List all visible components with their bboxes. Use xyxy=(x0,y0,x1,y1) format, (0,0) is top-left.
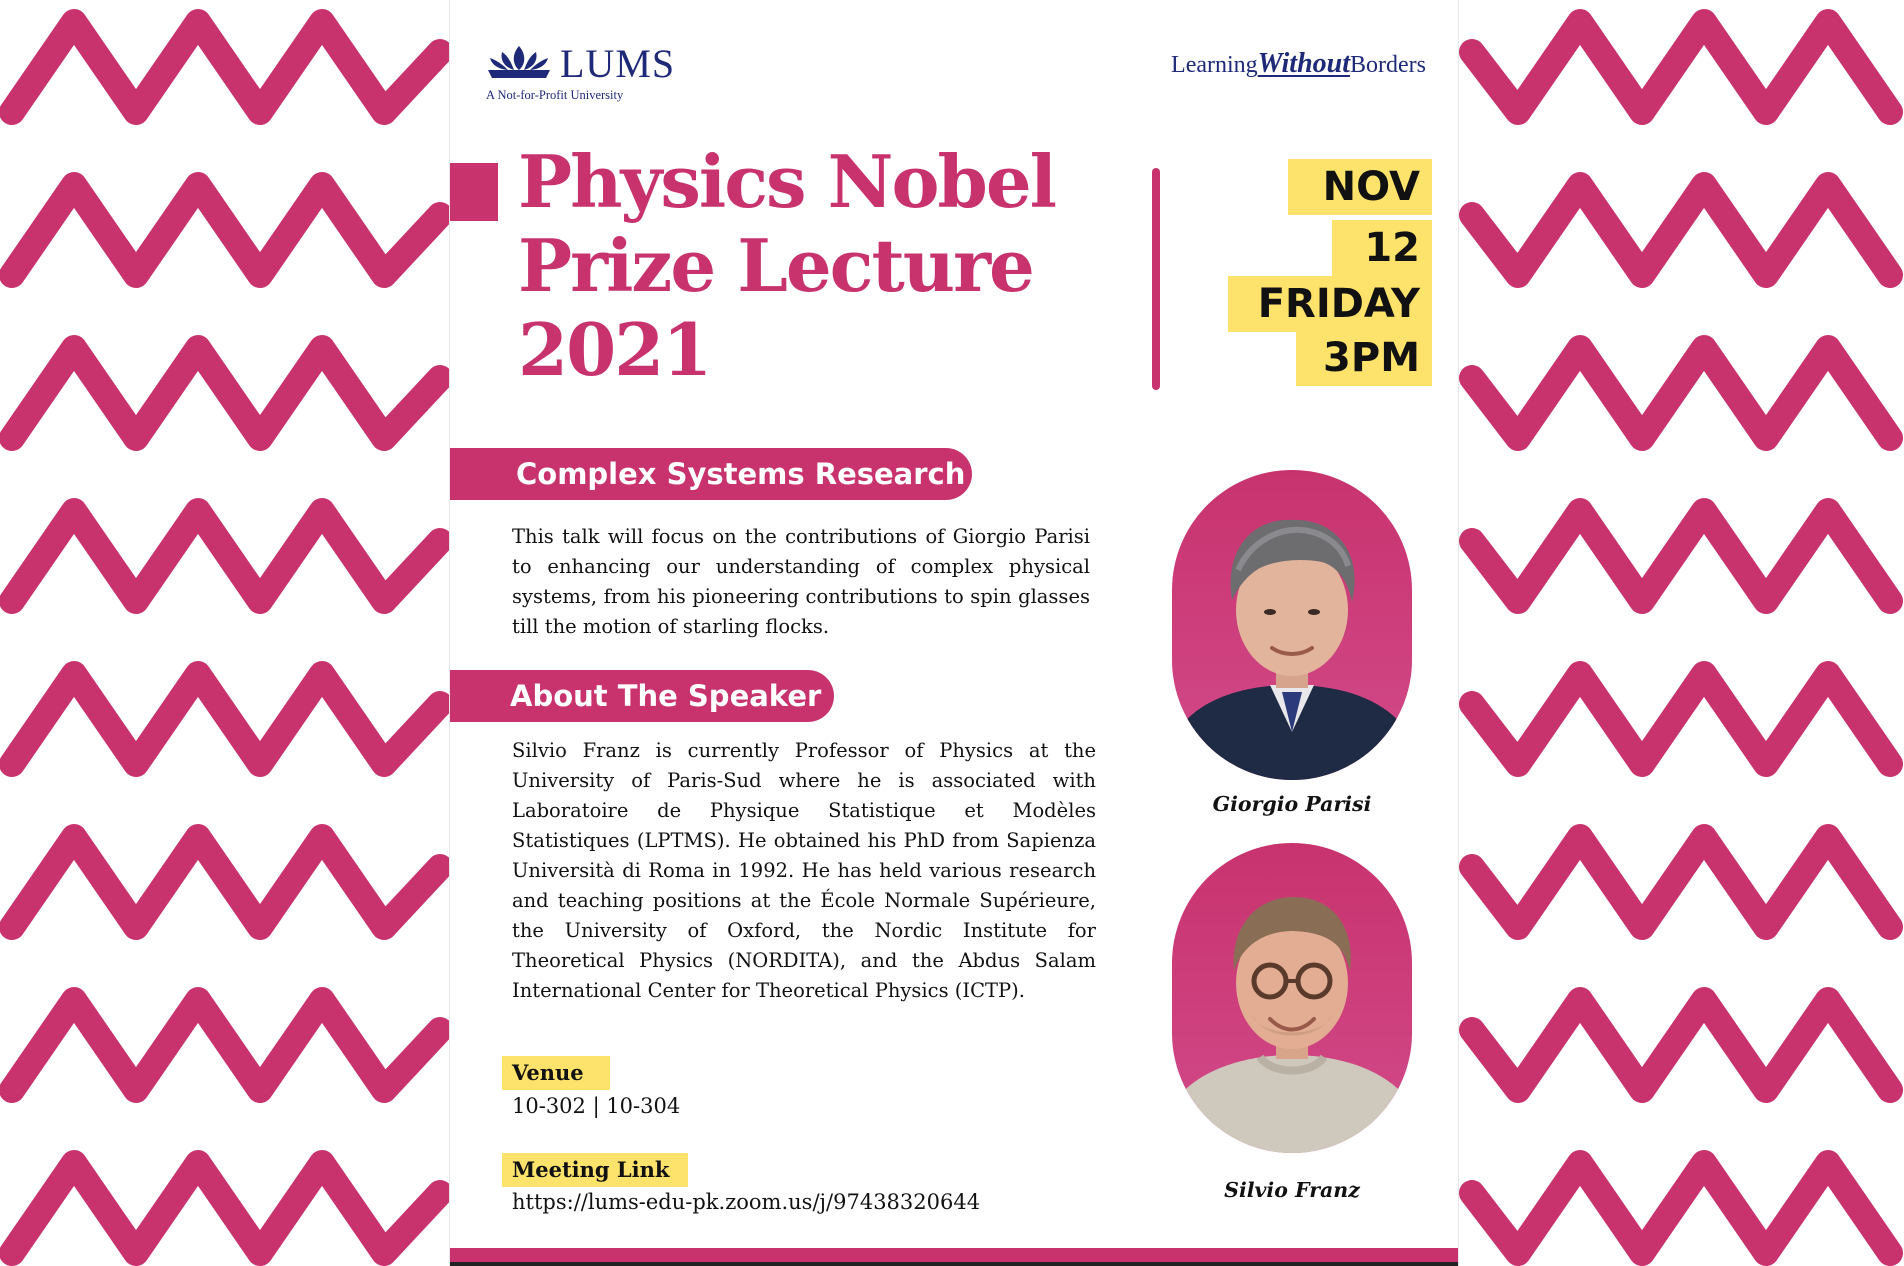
logo-tagline: A Not-for-Profit University xyxy=(486,88,624,102)
meeting-link[interactable]: https://lums-edu-pk.zoom.us/j/97438320644 xyxy=(512,1190,981,1214)
title-line-1: Physics Nobel xyxy=(518,139,1055,224)
zigzag-pattern-left xyxy=(0,0,450,1266)
title-line-2: Prize Lecture xyxy=(518,223,1033,308)
meeting-link-label: Meeting Link xyxy=(502,1153,688,1187)
title-marker xyxy=(450,163,498,221)
bottom-edge-line xyxy=(450,1262,1458,1266)
portrait-giorgio-parisi xyxy=(1172,470,1412,780)
event-poster xyxy=(450,0,1458,1266)
date-time: 3PM xyxy=(1296,330,1432,386)
slogan-post: Borders xyxy=(1350,52,1426,78)
zigzag-pattern-right xyxy=(1458,0,1904,1266)
person-photo-icon xyxy=(1172,843,1412,1153)
event-title xyxy=(518,140,1078,392)
caption-silvio-franz: Silvio Franz xyxy=(1224,1178,1360,1202)
date-day: 12 xyxy=(1332,220,1432,276)
person-photo-icon xyxy=(1172,470,1412,780)
slogan-pre: Learning xyxy=(1171,52,1258,78)
lotus-emblem-icon xyxy=(484,40,554,86)
complex-systems-heading: Complex Systems Research xyxy=(450,448,972,500)
portrait-silvio-franz xyxy=(1172,843,1412,1153)
title-line-3: 2021 xyxy=(518,307,711,392)
caption-giorgio-parisi: Giorgio Parisi xyxy=(1212,792,1372,816)
slogan-mid: Without xyxy=(1257,48,1351,79)
speaker-bio: Silvio Franz is currently Professor of Physics at the University of Paris-Sud where he is associated with Laboratoire de Physique Statistique et Modèles Statistiques (LPTMS). He obtained his PhD from Sapienza Università di Roma in 1992. He has held various research and teaching positions at the École Normale Supérieure, the University of Oxford, the Nordic Institute for Theoretical Physics (NORDITA), and the Abdus Salam International Center for Theoretical Physics (ICTP). xyxy=(512,739,1096,1002)
date-weekday: FRIDAY xyxy=(1228,276,1432,332)
talk-description: This talk will focus on the contributions of Giorgio Parisi to enhancing our understanding of complex physical systems, from his pioneering contributions to spin glasses till the motion of starling flocks. xyxy=(512,525,1090,638)
about-speaker-heading: About The Speaker xyxy=(450,670,834,722)
logo-name: LUMS xyxy=(560,41,676,86)
vertical-divider xyxy=(1152,168,1160,390)
date-month: NOV xyxy=(1288,159,1432,215)
venue-label: Venue xyxy=(502,1056,610,1090)
slogan xyxy=(1171,48,1426,80)
venue-value: 10-302 | 10-304 xyxy=(512,1094,681,1118)
